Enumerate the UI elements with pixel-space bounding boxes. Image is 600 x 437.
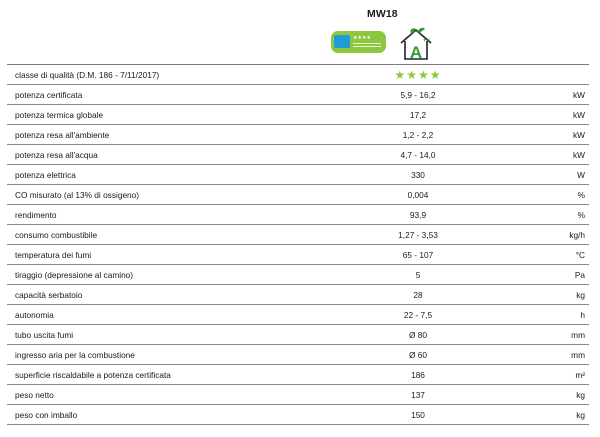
table-row bbox=[7, 305, 589, 325]
spec-unit: W bbox=[493, 165, 589, 185]
table-row bbox=[7, 105, 589, 125]
spec-unit: h bbox=[493, 305, 589, 325]
table-row bbox=[7, 405, 589, 425]
table-row bbox=[7, 165, 589, 185]
spec-value: 1,27 - 3,53 bbox=[315, 225, 493, 245]
spec-value: 1,2 - 2,2 bbox=[315, 125, 493, 145]
table-row bbox=[7, 325, 589, 345]
svg-text:++: ++ bbox=[423, 38, 431, 44]
spec-unit: kW bbox=[493, 105, 589, 125]
table-row bbox=[7, 365, 589, 385]
spec-unit: mm bbox=[493, 325, 589, 345]
spec-unit: m² bbox=[493, 365, 589, 385]
table-row bbox=[7, 345, 589, 365]
spec-value: 330 bbox=[315, 165, 493, 185]
spec-value: Ø 60 bbox=[315, 345, 493, 365]
spec-unit: kg bbox=[493, 385, 589, 405]
table-row bbox=[7, 265, 589, 285]
table-row bbox=[7, 225, 589, 245]
spec-unit: kW bbox=[493, 125, 589, 145]
spec-unit: kW bbox=[493, 85, 589, 105]
spec-value: 186 bbox=[315, 365, 493, 385]
spec-label: superficie riscaldabile a potenza certificata bbox=[7, 365, 315, 385]
certification-text-lines bbox=[353, 43, 381, 44]
spec-value: 5,9 - 16,2 bbox=[315, 85, 493, 105]
spec-value: 28 bbox=[315, 285, 493, 305]
spec-value: 17,2 bbox=[315, 105, 493, 125]
spec-unit: Pa bbox=[493, 265, 589, 285]
spec-value: 65 - 107 bbox=[315, 245, 493, 265]
table-row bbox=[7, 85, 589, 105]
spec-label: temperatura dei fumi bbox=[7, 245, 315, 265]
spec-value: 0,004 bbox=[315, 185, 493, 205]
spec-value: 4,7 - 14,0 bbox=[315, 145, 493, 165]
spec-unit: % bbox=[493, 205, 589, 225]
spec-value: 22 - 7,5 bbox=[315, 305, 493, 325]
spec-label: potenza elettrica bbox=[7, 165, 315, 185]
energy-class-letter: A bbox=[409, 43, 423, 62]
spec-label: consumo combustibile bbox=[7, 225, 315, 245]
spec-label: capacità serbatoio bbox=[7, 285, 315, 305]
spec-value: 150 bbox=[315, 405, 493, 425]
model-title: MW18 bbox=[367, 8, 398, 20]
spec-label: ingresso aria per la combustione bbox=[7, 345, 315, 365]
spec-label: tubo uscita fumi bbox=[7, 325, 315, 345]
spec-label: rendimento bbox=[7, 205, 315, 225]
spec-label: CO misurato (al 13% di ossigeno) bbox=[7, 185, 315, 205]
spec-unit: kg bbox=[493, 405, 589, 425]
table-row bbox=[7, 285, 589, 305]
table-row bbox=[7, 65, 589, 85]
spec-label: potenza certificata bbox=[7, 85, 315, 105]
spec-label: tiraggio (depressione al camino) bbox=[7, 265, 315, 285]
quality-rating-stars: ★★★★ bbox=[315, 65, 493, 85]
table-row bbox=[7, 145, 589, 165]
spec-value: 137 bbox=[315, 385, 493, 405]
table-row bbox=[7, 205, 589, 225]
spec-unit: kW bbox=[493, 145, 589, 165]
specs-table bbox=[7, 65, 589, 425]
table-row bbox=[7, 385, 589, 405]
spec-unit: kg bbox=[493, 285, 589, 305]
spec-value: 5 bbox=[315, 265, 493, 285]
certification-badge-icon bbox=[331, 31, 386, 53]
spec-label: potenza termica globale bbox=[7, 105, 315, 125]
spec-label: peso con imballo bbox=[7, 405, 315, 425]
spec-unit: kg/h bbox=[493, 225, 589, 245]
spec-label: potenza resa all'ambiente bbox=[7, 125, 315, 145]
table-row bbox=[7, 185, 589, 205]
spec-unit: °C bbox=[493, 245, 589, 265]
spec-value: 93,9 bbox=[315, 205, 493, 225]
spec-label: potenza resa all'acqua bbox=[7, 145, 315, 165]
spec-unit bbox=[493, 65, 589, 85]
spec-label: peso netto bbox=[7, 385, 315, 405]
table-row bbox=[7, 125, 589, 145]
spec-label: autonomia bbox=[7, 305, 315, 325]
certification-stars: ★★★★ bbox=[353, 35, 371, 41]
certification-logo-icon bbox=[334, 35, 350, 48]
energy-class-house-icon bbox=[398, 26, 434, 62]
spec-value: Ø 80 bbox=[315, 325, 493, 345]
spec-label: classe di qualità (D.M. 186 - 7/11/2017) bbox=[7, 65, 315, 85]
spec-unit: % bbox=[493, 185, 589, 205]
table-row bbox=[7, 245, 589, 265]
spec-unit: mm bbox=[493, 345, 589, 365]
